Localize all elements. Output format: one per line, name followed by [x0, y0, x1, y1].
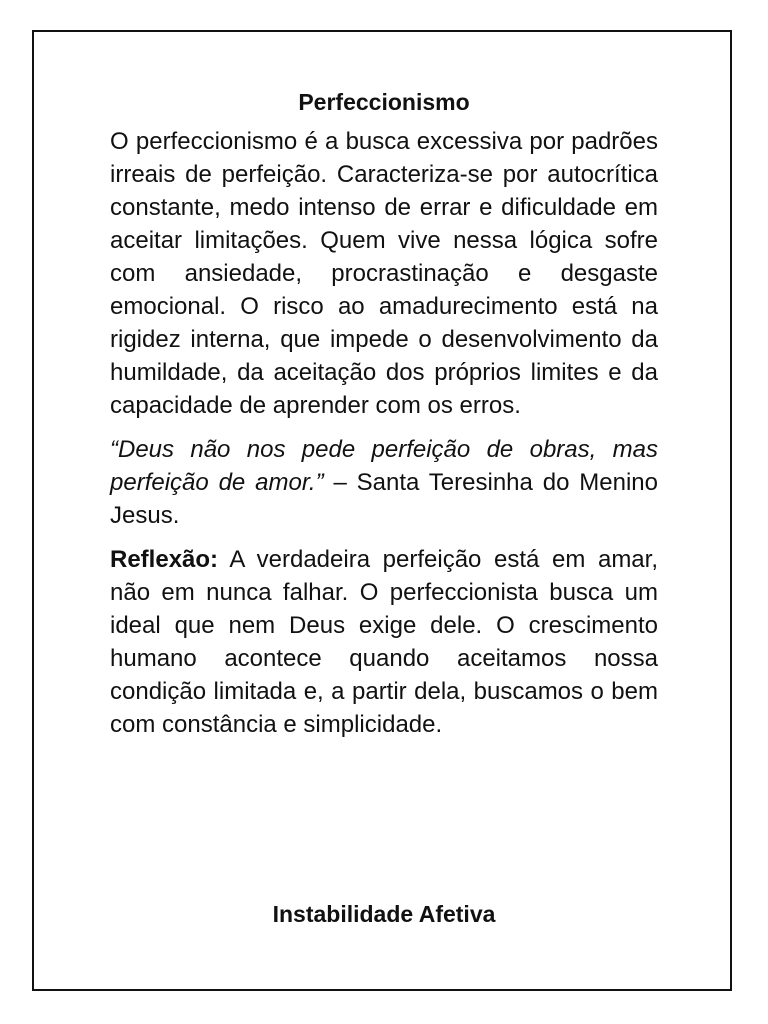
quote-text: “Deus não nos pede perfeição de obras, mas perfeição de amor.” — [110, 436, 658, 496]
section-perfeccionismo — [110, 86, 658, 741]
quote-paragraph — [110, 433, 658, 532]
body-paragraph: O perfeccionismo é a busca excessiva por padrões irreais de perfeição. Caracteriza-se por autocrítica constante, medo intenso de errar e dificuldade em aceitar limitações. Quem vive nessa lógica sofre com ansiedade, procrastinação e desgaste emocional. O risco ao amadurecimento está na rigidez interna, que impede o desenvolvimento da humildade, da aceitação dos próprios limites e da capacidade de aprender com os erros. — [110, 128, 658, 419]
quote-attribution: – Santa Teresinha do Menino Jesus. — [110, 469, 658, 529]
reflection-paragraph — [110, 543, 658, 741]
section-title: Perfeccionismo — [298, 89, 470, 115]
reflection-text: A verdadeira perfeição está em amar, não em nunca falhar. O perfeccionista busca um ideal que nem Deus exige dele. O crescimento humano acontece quando aceitamos nossa condição limitada e, a partir dela, buscamos o bem com constância e simplicidade. — [110, 546, 658, 738]
reflection-label: Reflexão: — [110, 546, 219, 573]
next-section-title: Instabilidade Afetiva — [272, 901, 496, 927]
